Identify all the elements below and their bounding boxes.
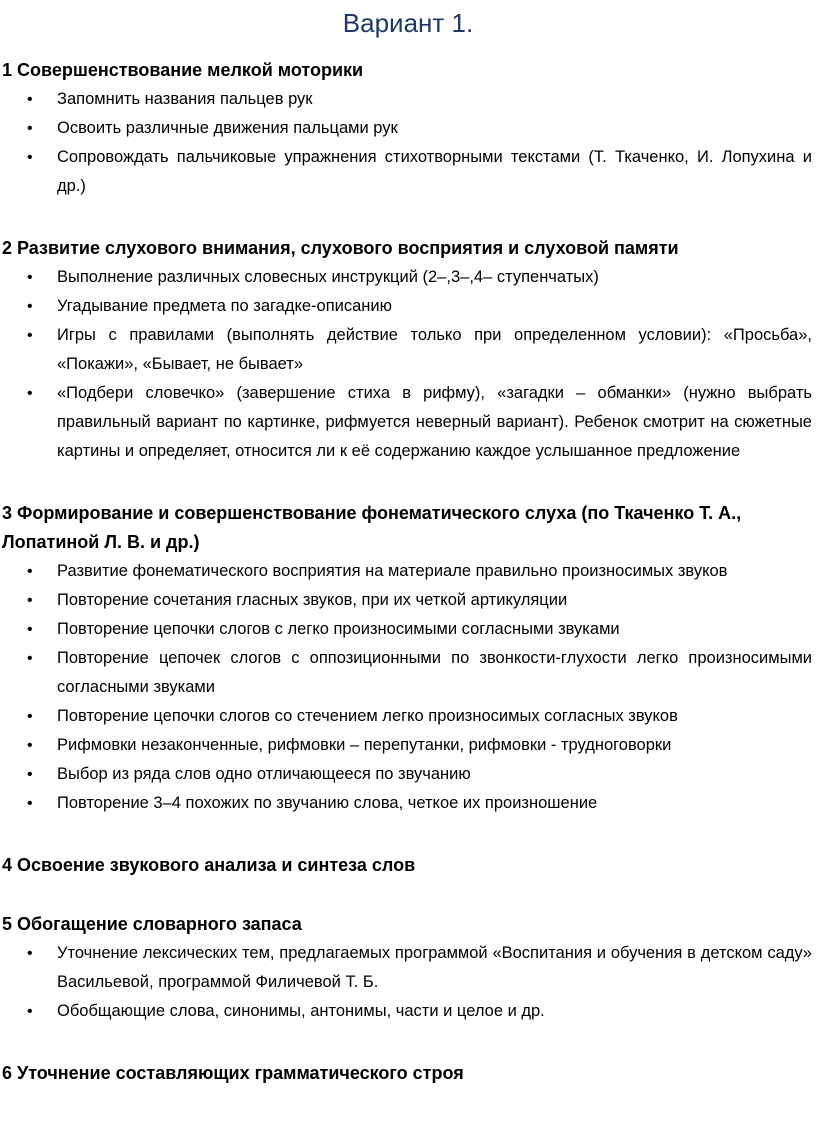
section-spacer — [0, 1026, 816, 1059]
list-item — [0, 85, 816, 114]
list-item — [0, 760, 816, 789]
section-fine-motor — [0, 56, 816, 201]
list-item-text: Сопровождать пальчиковые упражнения стихотворными текстами (Т. Ткаченко, И. Лопухина и др.) — [57, 148, 812, 195]
bullet-icon: • — [27, 269, 33, 286]
list-item — [0, 997, 816, 1026]
bullet-list — [0, 939, 816, 1026]
list-item-text: Рифмовки незаконченные, рифмовки – перепутанки, рифмовки - трудноговорки — [57, 736, 672, 754]
bullet-icon: • — [27, 149, 33, 166]
list-item — [0, 731, 816, 760]
bullet-icon: • — [27, 945, 33, 962]
section-heading: 3 Формирование и совершенствование фонематического слуха (по Ткаченко Т. А., Лопатиной Л. В. и др.) — [2, 503, 742, 552]
list-item — [0, 644, 816, 702]
list-item — [0, 321, 816, 379]
section-heading: 6 Уточнение составляющих грамматического строя — [2, 1063, 464, 1083]
list-item — [0, 702, 816, 731]
bullet-icon: • — [27, 120, 33, 137]
list-item — [0, 939, 816, 997]
list-item — [0, 557, 816, 586]
bullet-icon: • — [27, 91, 33, 108]
section-spacer — [0, 818, 816, 851]
bullet-icon: • — [27, 708, 33, 725]
list-item-text: Повторение цепочки слогов с легко произносимыми согласными звуками — [57, 620, 620, 638]
list-item-text: Выбор из ряда слов одно отличающееся по звучанию — [57, 765, 471, 783]
section-spacer — [0, 466, 816, 499]
bullet-icon: • — [27, 563, 33, 580]
section-heading: 1 Совершенствование мелкой моторики — [2, 60, 364, 80]
bullet-icon: • — [27, 795, 33, 812]
bullet-icon: • — [27, 385, 33, 402]
list-item-text: Развитие фонематического восприятия на материале правильно произносимых звуков — [57, 562, 728, 580]
section-spacer — [0, 201, 816, 234]
list-item-text: Обобщающие слова, синонимы, антонимы, части и целое и др. — [57, 1002, 545, 1020]
list-item — [0, 143, 816, 201]
list-item — [0, 379, 816, 466]
list-item-text: Выполнение различных словесных инструкций (2–,3–,4– ступенчатых) — [57, 268, 599, 286]
bullet-icon: • — [27, 621, 33, 638]
section-vocabulary — [0, 910, 816, 1026]
section-spacer — [0, 880, 816, 910]
bullet-icon: • — [27, 592, 33, 609]
section-grammar — [0, 1059, 816, 1088]
list-item-text: Уточнение лексических тем, предлагаемых программой «Воспитания и обучения в детском саду» Васильевой, программой Филичевой Т. Б. — [57, 944, 812, 991]
bullet-icon: • — [27, 1003, 33, 1020]
bullet-icon: • — [27, 737, 33, 754]
list-item — [0, 615, 816, 644]
section-heading: 5 Обогащение словарного запаса — [2, 914, 302, 934]
bullet-list — [0, 85, 816, 201]
list-item-text: Повторение 3–4 похожих по звучанию слова, четкое их произношение — [57, 794, 598, 812]
list-item-text: Повторение сочетания гласных звуков, при их четкой артикуляции — [57, 591, 568, 609]
list-item-text: Игры с правилами (выполнять действие только при определенном условии): «Просьба», «Покажи», «Бывает, не бывает» — [57, 326, 812, 373]
list-item — [0, 263, 816, 292]
list-item-text: «Подбери словечко» (завершение стиха в рифму), «загадки – обманки» (нужно выбрать правильный вариант по картинке, рифмуется неверный вариант). Ребенок смотрит на сюжетные картины и определяет, относится ли к её содержанию каждое услышанное предложение — [57, 384, 812, 460]
bullet-list — [0, 557, 816, 818]
bullet-icon: • — [27, 298, 33, 315]
list-item — [0, 114, 816, 143]
list-item — [0, 292, 816, 321]
bullet-list — [0, 263, 816, 466]
list-item — [0, 586, 816, 615]
section-sound-analysis — [0, 851, 816, 880]
list-item-text: Угадывание предмета по загадке-описанию — [57, 297, 392, 315]
bullet-icon: • — [27, 650, 33, 667]
bullet-icon: • — [27, 327, 33, 344]
document-title: Вариант 1. — [342, 8, 474, 38]
list-item-text: Повторение цепочек слогов с оппозиционными по звонкости-глухости легко произносимыми согласными звуками — [57, 649, 812, 696]
section-heading: 2 Развитие слухового внимания, слухового восприятия и слуховой памяти — [2, 238, 679, 258]
section-phonemic-hearing — [0, 499, 816, 818]
bullet-icon: • — [27, 766, 33, 783]
list-item-text: Освоить различные движения пальцами рук — [57, 119, 398, 137]
section-auditory-attention — [0, 234, 816, 466]
list-item-text: Запомнить названия пальцев рук — [57, 90, 313, 108]
list-item — [0, 789, 816, 818]
section-heading: 4 Освоение звукового анализа и синтеза слов — [2, 855, 416, 875]
list-item-text: Повторение цепочки слогов со стечением легко произносимых согласных звуков — [57, 707, 678, 725]
